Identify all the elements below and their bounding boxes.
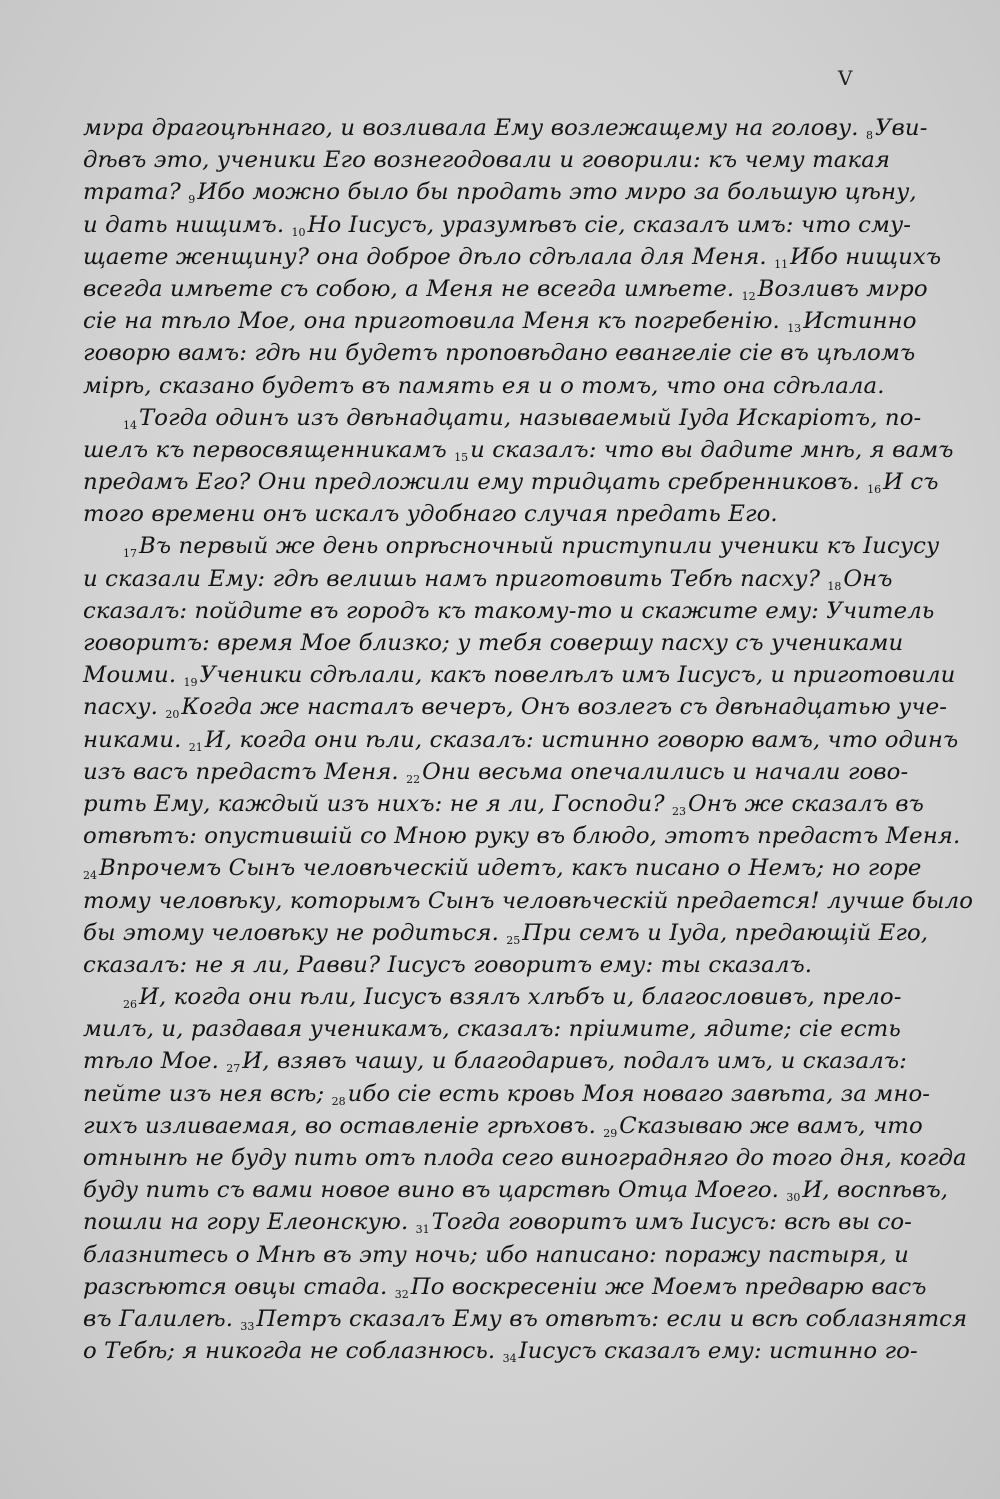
text-line xyxy=(83,981,902,1013)
text-line xyxy=(83,756,909,788)
verse-text: гихъ изливаемая, во оставленіе грѣховъ. xyxy=(83,1112,604,1139)
verse-text: въ Галилеѣ. xyxy=(83,1305,241,1332)
text-line xyxy=(83,176,917,208)
text-line xyxy=(83,1045,907,1077)
text-line xyxy=(83,563,893,595)
verse-text: И, когда они ѣли, Іисусъ взялъ хлѣбъ и, благословивъ, прело- xyxy=(139,984,902,1011)
verse-text: И, воспѣвъ, xyxy=(802,1177,949,1204)
verse-text: Онъ xyxy=(843,565,893,592)
text-line xyxy=(83,949,857,981)
verse-text: Возливъ мνро xyxy=(757,275,928,302)
verse-number: 17 xyxy=(123,547,137,561)
verse-text: тѣло Мое. xyxy=(83,1048,227,1075)
verse-text: Іисусъ сказалъ ему: истинно го- xyxy=(518,1338,918,1365)
verse-text: мірѣ, сказано будетъ въ память ея и о томъ, что она сдѣлала. xyxy=(83,372,885,399)
verse-number: 33 xyxy=(240,1319,255,1333)
verse-text: сіе на тѣло Мое, она приготовила Меня къ погребенію. xyxy=(83,308,788,335)
verse-text: Уви- xyxy=(874,115,928,141)
text-line xyxy=(83,1206,912,1238)
verse-text: отнынѣ не буду пить отъ плода сего виноградняго до того дня, когда xyxy=(83,1145,967,1171)
verse-number: 25 xyxy=(506,933,521,947)
verse-text: и сказали Ему: гдѣ велишь намъ приготовить Тебѣ пасху? xyxy=(83,565,828,592)
verse-text: Ибо можно было бы продать это мνро за большую цѣну, xyxy=(197,179,917,206)
text-line xyxy=(83,241,942,273)
verse-number: 34 xyxy=(502,1352,517,1366)
verse-number: 19 xyxy=(183,676,198,690)
verse-text: Истинно xyxy=(803,308,917,335)
verse-number: 30 xyxy=(786,1191,801,1205)
text-line xyxy=(83,691,948,723)
verse-text: щаете женщину? она доброе дѣло сдѣлала для Меня. xyxy=(83,243,775,270)
verse-text: тому человѣку, которымъ Сынъ человѣческій предается! лучше было xyxy=(83,887,974,914)
verse-number: 15 xyxy=(454,450,469,464)
verse-number: 18 xyxy=(827,579,842,593)
verse-number: 13 xyxy=(787,322,802,336)
verse-text: милъ, и, раздавая ученикамъ, сказалъ: пріимите, ядите; сіе есть xyxy=(83,1016,901,1043)
verse-text: и дать нищимъ. xyxy=(83,211,292,238)
verse-text: того времени онъ искалъ удобнаго случая предать Его. xyxy=(83,501,778,528)
text-line xyxy=(83,273,928,305)
verse-number: 20 xyxy=(165,708,180,722)
verse-number: 26 xyxy=(123,998,137,1012)
text-line xyxy=(83,1078,931,1110)
verse-text: отвѣтъ: опустившій со Мною руку въ блюдо, этотъ предастъ Меня. xyxy=(83,823,961,850)
text-line xyxy=(83,112,928,144)
verse-number: 23 xyxy=(671,804,686,818)
text-line xyxy=(83,1303,968,1335)
verse-text: При семъ и Іуда, предающій Его, xyxy=(522,919,929,946)
text-line xyxy=(83,1271,927,1303)
verse-text: блазнитесь о Мнѣ въ эту ночь; ибо написано: поражу пастыря, и xyxy=(83,1241,909,1268)
verse-text: говоритъ: время Мое близко; у тебя совершу пасху съ учениками xyxy=(83,630,904,656)
text-line xyxy=(83,1142,967,1174)
verse-text: дѣвъ это, ученики Его вознегодовали и говорили: къ чему такая xyxy=(83,147,891,174)
verse-text: пейте изъ нея всѣ; xyxy=(83,1080,332,1107)
text-line xyxy=(83,305,917,337)
verse-number: 21 xyxy=(188,740,203,754)
verse-number: 14 xyxy=(123,418,137,432)
text-line xyxy=(83,917,929,949)
text-line xyxy=(83,1110,923,1142)
verse-number: 8 xyxy=(865,129,873,142)
verse-text: всегда имѣете съ собою, а Меня не всегда имѣете. xyxy=(83,275,742,302)
text-line xyxy=(83,466,939,498)
text-line xyxy=(83,627,904,659)
verse-text: говорю вамъ: гдѣ ни будетъ проповѣдано евангеліе сіе въ цѣломъ xyxy=(83,340,916,367)
verse-text: сказалъ: пойдите въ городъ къ такому-то и скажите ему: Учитель xyxy=(83,597,935,624)
text-line xyxy=(83,852,922,884)
verse-number: 9 xyxy=(188,193,196,207)
verse-number: 27 xyxy=(226,1062,241,1076)
verse-text: мνра драгоцѣннаго, и возливала Ему возлежащему на голову. xyxy=(83,115,866,141)
verse-text: Онъ же сказалъ въ xyxy=(687,790,924,817)
text-line xyxy=(83,530,940,562)
verse-text: буду пить съ вами новое вино въ царствѣ Отца Моего. xyxy=(83,1177,787,1204)
verse-text: И, взявъ чашу, и благодаривъ, подалъ имъ, и сказалъ: xyxy=(242,1048,907,1075)
verse-text: и сказалъ: что вы дадите мнѣ, я вамъ xyxy=(470,436,954,463)
verse-text: предамъ Его? Они предложили ему тридцать сребренниковъ. xyxy=(83,469,868,496)
verse-text: И съ xyxy=(883,469,939,496)
scripture-text xyxy=(83,112,974,1367)
verse-number: 22 xyxy=(406,772,421,786)
text-line xyxy=(83,498,857,530)
text-line xyxy=(83,1335,918,1367)
verse-text: Сказываю же вамъ, что xyxy=(619,1112,923,1139)
verse-text: ибо сіе есть кровь Моя новаго завѣта, за мно- xyxy=(347,1080,931,1107)
verse-text: никами. xyxy=(83,726,189,753)
text-line xyxy=(83,788,924,820)
text-line xyxy=(83,885,974,917)
text-line xyxy=(83,209,912,241)
verse-number: 12 xyxy=(741,289,756,303)
verse-text: Но Іисусъ, уразумѣвъ сіе, сказалъ имъ: что сму- xyxy=(307,211,912,238)
verse-text: Въ первый же день опрѣсночный приступили ученики къ Іисусу xyxy=(139,533,940,560)
verse-text: По воскресеніи же Моемъ предварю васъ xyxy=(410,1273,927,1300)
text-line xyxy=(83,1174,949,1206)
verse-number: 16 xyxy=(867,483,882,497)
verse-text: Ибо нищихъ xyxy=(790,243,942,270)
verse-text: рить Ему, каждый изъ нихъ: не я ли, Господи? xyxy=(83,790,672,817)
text-line xyxy=(83,434,954,466)
verse-number: 10 xyxy=(291,225,306,239)
verse-text: пасху. xyxy=(83,694,166,721)
verse-number: 29 xyxy=(603,1126,618,1140)
text-line xyxy=(83,402,922,434)
text-line xyxy=(83,1013,901,1045)
text-line xyxy=(83,820,961,852)
verse-text: Петръ сказалъ Ему въ отвѣтъ: если и всѣ соблазнятся xyxy=(256,1305,968,1332)
verse-text: шелъ къ первосвященникамъ xyxy=(83,436,455,463)
verse-number: 11 xyxy=(774,257,789,271)
verse-text: Тогда одинъ изъ двѣнадцати, называемый Іуда Искаріотъ, по- xyxy=(139,404,922,431)
verse-number: 31 xyxy=(415,1223,430,1237)
verse-text: изъ васъ предастъ Меня. xyxy=(83,758,407,785)
verse-number: 24 xyxy=(83,869,97,883)
verse-text: Когда же насталъ вечеръ, Онъ возлегъ съ двѣнадцатью уче- xyxy=(181,694,948,721)
verse-text: Тогда говоритъ имъ Іисусъ: всѣ вы со- xyxy=(431,1209,912,1236)
verse-text: разсѣются овцы стада. xyxy=(83,1273,395,1300)
verse-text: пошли на гору Елеонскую. xyxy=(83,1209,416,1236)
text-line xyxy=(83,337,916,369)
text-line xyxy=(83,595,935,627)
verse-text: сказалъ: не я ли, Равви? Іисусъ говоритъ ему: ты сказалъ. xyxy=(83,951,813,978)
page-number: V xyxy=(838,66,853,90)
verse-text: о Тебѣ; я никогда не соблазнюсь. xyxy=(83,1338,503,1365)
verse-text: бы этому человѣку не родиться. xyxy=(83,919,507,946)
verse-text: И, когда они ѣли, сказалъ: истинно говорю вамъ, что одинъ xyxy=(204,726,959,753)
text-line xyxy=(83,144,891,176)
verse-text: Они весьма опечалились и начали гово- xyxy=(422,758,909,785)
text-line xyxy=(83,724,959,756)
verse-text: Ученики сдѣлали, какъ повелѣлъ имъ Іисусъ, и приготовили xyxy=(199,662,956,689)
verse-number: 32 xyxy=(394,1287,409,1301)
text-line xyxy=(83,370,885,402)
verse-number: 28 xyxy=(331,1094,346,1108)
text-line xyxy=(83,1239,909,1271)
verse-text: трата? xyxy=(83,179,189,206)
text-line xyxy=(83,659,956,691)
verse-text: Впрочемъ Сынъ человѣческій идетъ, какъ писано о Немъ; но горе xyxy=(99,855,922,882)
verse-text: Моими. xyxy=(83,662,184,689)
